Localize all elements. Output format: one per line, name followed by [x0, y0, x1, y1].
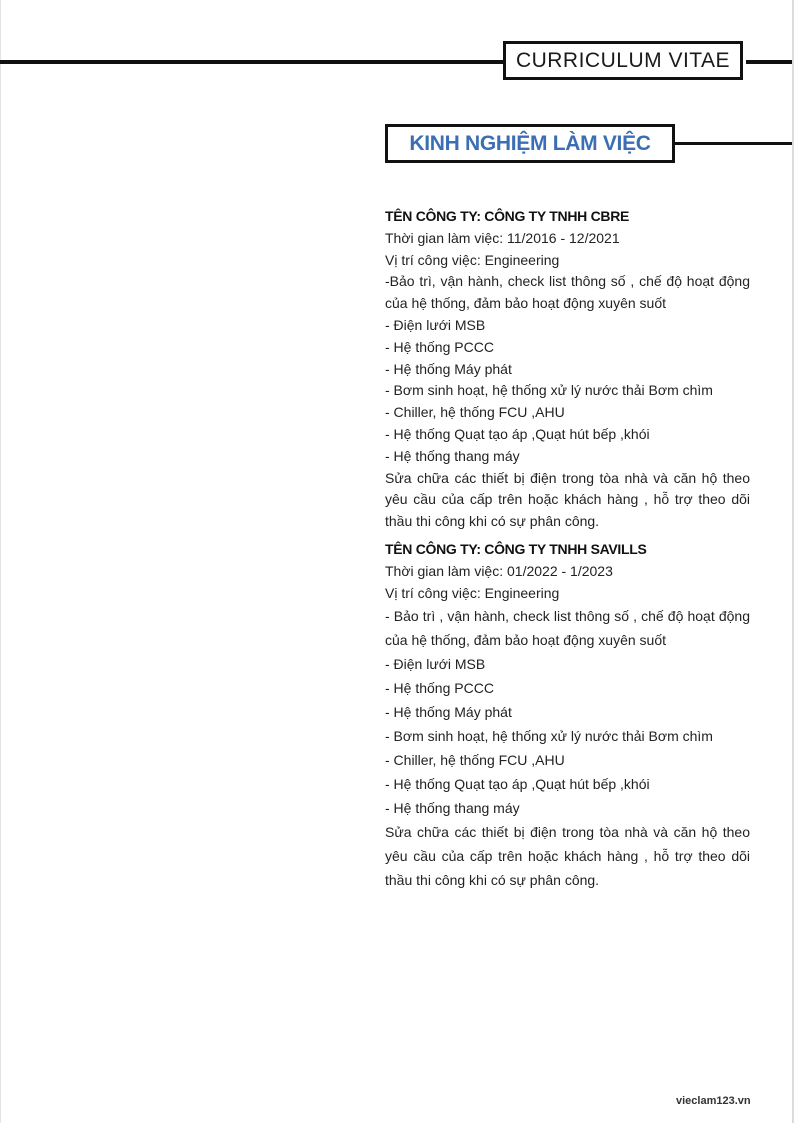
job-entry-2 — [385, 539, 750, 892]
duty-item: - Chiller, hệ thống FCU ,AHU — [385, 752, 565, 769]
company-name: TÊN CÔNG TY: CÔNG TY TNHH CBRE — [385, 208, 630, 224]
duty-item: - Hệ thống PCCC — [385, 680, 494, 697]
duty-item: - Hệ thống PCCC — [385, 338, 494, 355]
cv-title-box — [503, 41, 743, 80]
work-experience-content — [385, 206, 750, 892]
work-period: Thời gian làm việc: 01/2022 - 1/2023 — [385, 562, 613, 579]
duty-item: - Bơm sinh hoạt, hệ thống xử lý nước thải Bơm chìm — [385, 728, 713, 745]
duty-item: - Hệ thống thang máy — [385, 447, 520, 464]
section-rule — [675, 142, 792, 145]
work-period: Thời gian làm việc: 11/2016 - 12/2021 — [385, 229, 620, 246]
duty-item: - Điện lưới MSB — [385, 316, 486, 333]
duty-item: - Hệ thống Quạt tạo áp ,Quạt hút bếp ,khói — [385, 776, 650, 793]
duty-item: - Chiller, hệ thống FCU ,AHU — [385, 404, 565, 421]
duty-item: - Hệ thống Quạt tạo áp ,Quạt hút bếp ,khói — [385, 425, 650, 442]
section-title-box — [385, 124, 675, 163]
duty-item: - Hệ thống Máy phát — [385, 360, 512, 377]
page-edge-left — [0, 0, 1, 1123]
duty-item: - Hệ thống Máy phát — [385, 704, 512, 721]
job-position: Vị trí công việc: Engineering — [385, 584, 560, 601]
job-summary: -Bảo trì, vận hành, check list thông số , chế độ hoạt động của hệ thống, đảm bảo hoạt động xuyên suốt — [385, 273, 750, 312]
job-entry-1 — [385, 206, 750, 533]
duty-item: - Hệ thống thang máy — [385, 800, 520, 817]
cv-title: CURRICULUM VITAE — [515, 48, 731, 72]
company-name: TÊN CÔNG TY: CÔNG TY TNHH SAVILLS — [385, 540, 647, 557]
job-summary: - Bảo trì , vận hành, check list thông số , chế độ hoạt động của hệ thống, đảm bảo hoạt động xuyên suốt — [385, 608, 750, 649]
job-closing: Sửa chữa các thiết bị điện trong tòa nhà và căn hộ theo yêu cầu của cấp trên hoặc khách hàng , hỗ trợ theo dõi thầu thi công khi có sự phân công. — [385, 824, 750, 889]
duty-item: - Điện lưới MSB — [385, 656, 486, 673]
header-rule-right — [746, 60, 792, 64]
section-title: KINH NGHIỆM LÀM VIỆC — [409, 131, 651, 155]
watermark: vieclam123.vn — [676, 1095, 751, 1107]
duty-item: - Bơm sinh hoạt, hệ thống xử lý nước thải Bơm chìm — [385, 382, 713, 399]
job-position: Vị trí công việc: Engineering — [385, 251, 560, 268]
header-rule-left — [0, 60, 504, 64]
job-closing: Sửa chữa các thiết bị điện trong tòa nhà và căn hộ theo yêu cầu của cấp trên hoặc khách hàng , hỗ trợ theo dõi thầu thi công khi có sự phân công. — [385, 469, 750, 530]
